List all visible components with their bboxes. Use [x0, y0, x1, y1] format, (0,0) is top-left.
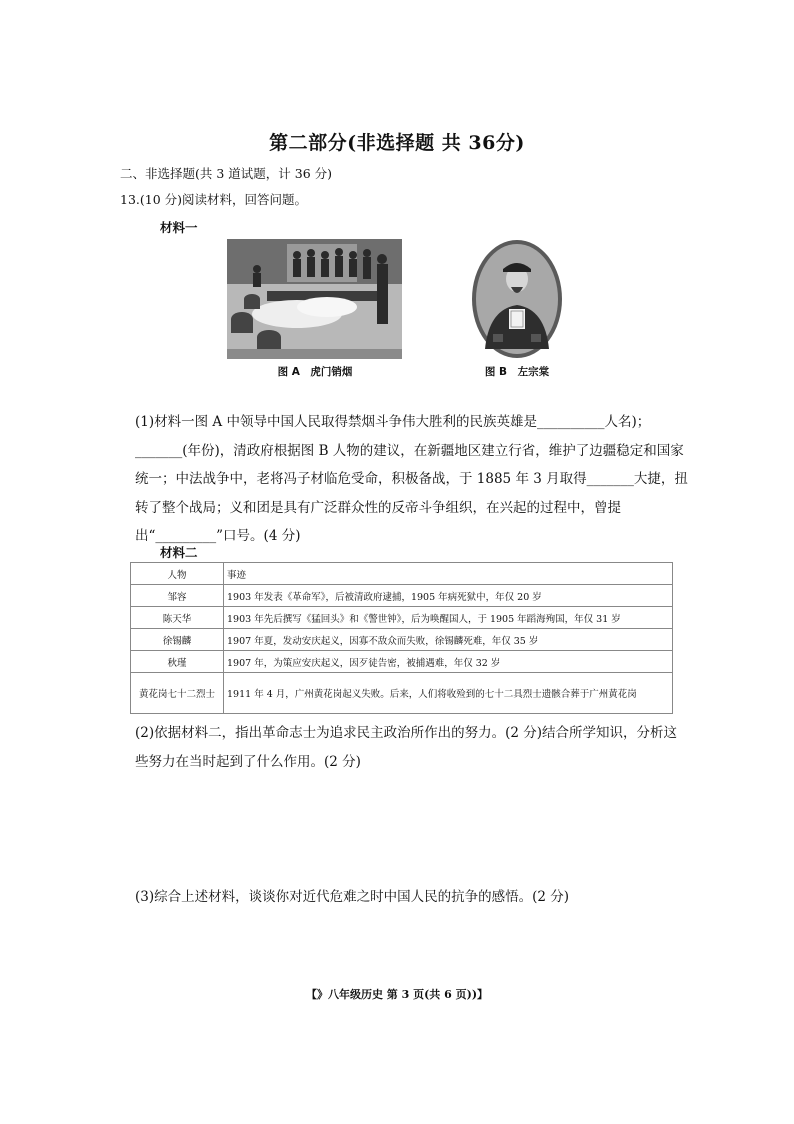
revolutionaries-table: [130, 562, 673, 714]
section-heading: 二、非选择题(共 3 道试题，计 36 分): [120, 166, 333, 181]
person-cell: 邹容: [131, 585, 224, 607]
question-13-stem: 13.(10 分)阅读材料，回答问题。: [120, 192, 308, 207]
page-title: 第二部分(非选择题 共 36分): [269, 132, 525, 154]
deeds-cell: 1907 年，为策应安庆起义，因歹徒告密，被捕遇难，年仅 32 岁: [224, 651, 673, 673]
column-header: 人物: [131, 563, 224, 585]
table-row: [131, 585, 673, 607]
table-header-row: [131, 563, 673, 585]
table-row: [131, 673, 673, 714]
column-header: 事迹: [224, 563, 673, 585]
deeds-cell: 1903 年先后撰写《猛回头》和《警世钟》，后为唤醒国人，于 1905 年蹈海殉国，年仅 31 岁: [224, 607, 673, 629]
person-cell: 秋瑾: [131, 651, 224, 673]
figure-a-caption: 图 A 虎门销烟: [277, 366, 353, 378]
person-cell: 陈天华: [131, 607, 224, 629]
sub-question-1: (1)材料一图 A 中领导中国人民取得禁烟斗争伟大胜利的民族英雄是__________人名)；_______(年份)，清政府根据图 B 人物的建议，在新疆地区建立行省，维护了边疆稳定和国家统一；中法战争中，老将冯子材临危受命，积极备战，于 1885 年 3 月取得_______大捷，扭转了整个战局；义和团是具有广泛群众性的反帝斗争组织，在兴起的过程中，曾提出“_________”口号。(4 分): [135, 414, 688, 544]
sub-question-2: (2)依据材料二，指出革命志士为追求民主政治所作出的努力。(2 分)结合所学知识，分析这些努力在当时起到了什么作用。(2 分): [135, 725, 678, 770]
table-row: [131, 607, 673, 629]
deeds-cell: 1907 年夏，发动安庆起义，因寡不敌众而失败，徐锡麟死难，年仅 35 岁: [224, 629, 673, 651]
table-row: [131, 629, 673, 651]
page-footer: 【》八年级历史 第 3 页(共 6 页))】: [305, 988, 489, 1001]
zuo-zongtang-portrait: [471, 239, 563, 359]
table-row: [131, 651, 673, 673]
person-cell: 徐锡麟: [131, 629, 224, 651]
deeds-cell: 1911 年 4 月，广州黄花岗起义失败。后来，人们将收殓到的七十二具烈士遗骸合葬于广州黄花岗: [224, 673, 673, 714]
person-cell: 黄花岗七十二烈士: [131, 673, 224, 714]
sub-question-3: (3)综合上述材料，谈谈你对近代危难之时中国人民的抗争的感悟。(2 分): [135, 889, 570, 905]
deeds-cell: 1903 年发表《革命军》，后被清政府逮捕，1905 年病死狱中，年仅 20 岁: [224, 585, 673, 607]
humen-opium-photo: [227, 239, 402, 359]
material-1-label: 材料一: [160, 220, 198, 235]
figure-b-caption: 图 B 左宗棠: [484, 366, 550, 378]
material-2-label: 材料二: [160, 545, 198, 560]
